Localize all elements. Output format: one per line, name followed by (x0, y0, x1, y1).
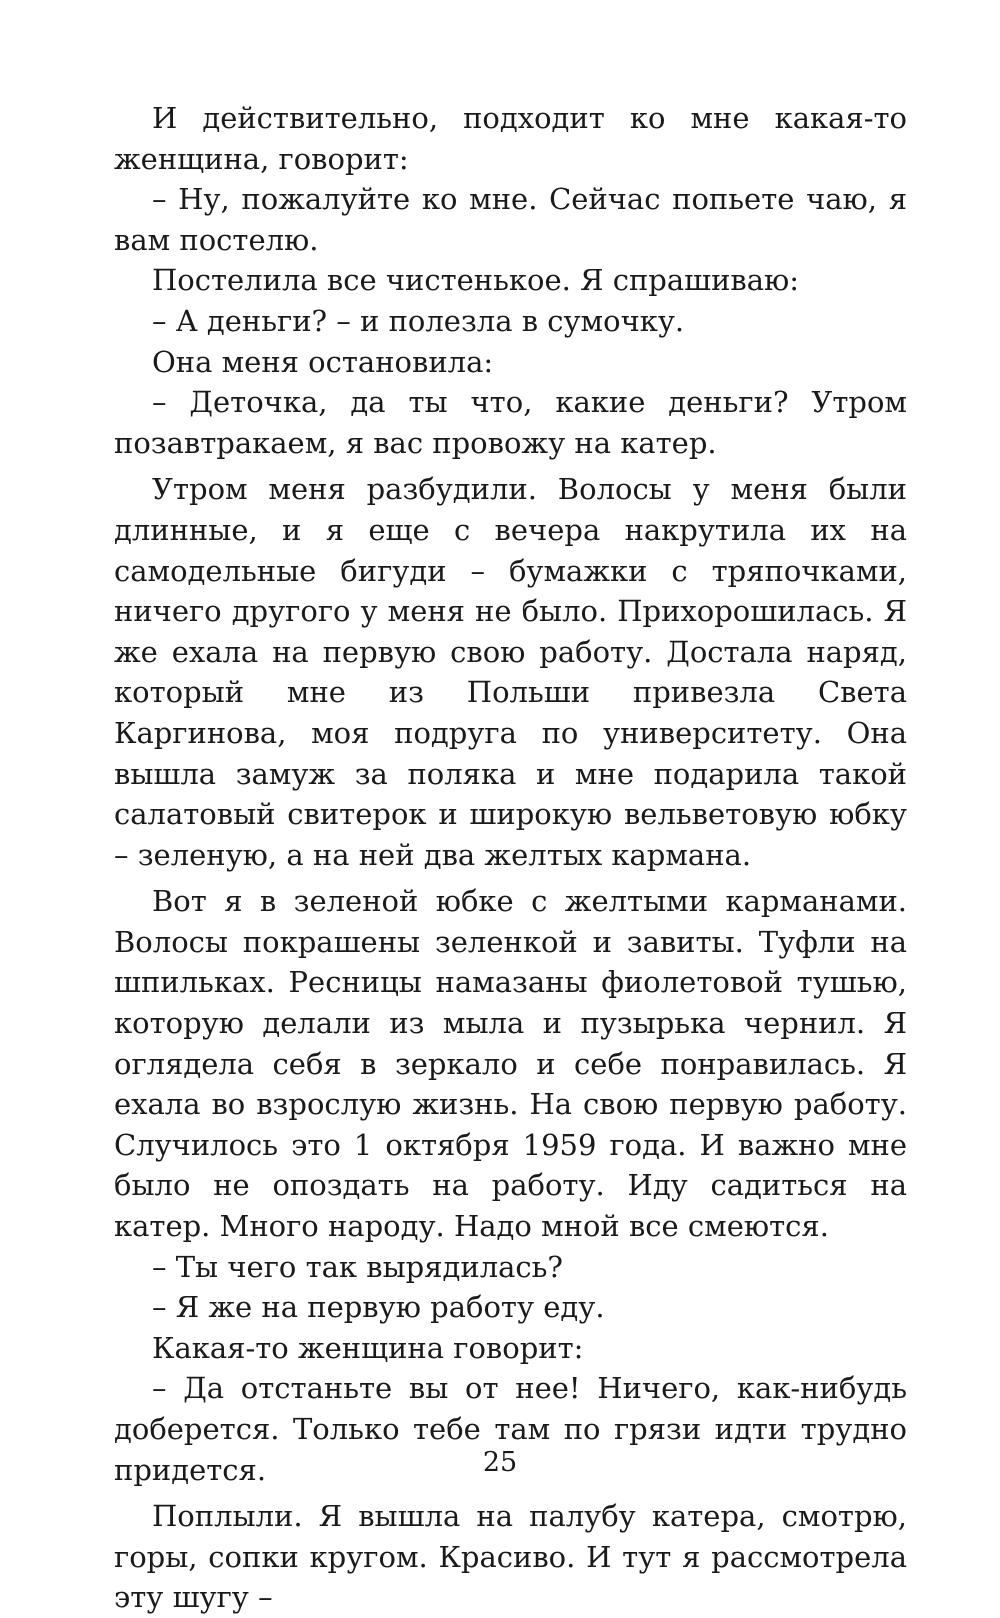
paragraph-11: Какая-то женщина говорит: (152, 1330, 584, 1365)
paragraph-1: И действительно, подходит ко мне какая-то женщина, говорит: (114, 101, 907, 176)
page-number: 25 (482, 1447, 518, 1478)
paragraph-7: Утром меня разбудили. Волосы у меня были длинные, и я еще с вечера накрутила их на самодельные бигуди – бумажки с тряпочками, ничего другого у меня не было. Прихорошилась. Я же ехала на первую свою работу. Достала наряд, который мне из Польши привезла Света Каргинова, моя подруга по университету. Она вышла замуж за поляка и мне подарила такой салатовый свитерок и широкую вельветовую юбку – зеленую, а на ней два желтых кармана. (114, 472, 907, 872)
paragraph-13: Поплыли. Я вышла на палубу катера, смотрю, горы, сопки кругом. Красиво. И тут я рассмотрела эту шугу – (114, 1499, 907, 1615)
paragraph-4: – А деньги? – и полезла в сумочку. (152, 303, 685, 338)
paragraph-12: – Да отстаньте вы от нее! Ничего, как-нибудь доберется. Только тебе там по грязи идти трудно придется. (114, 1371, 907, 1487)
paragraph-2: – Ну, пожалуйте ко мне. Сейчас попьете чаю, я вам постелю. (114, 182, 907, 257)
paragraph-5: Она меня остановила: (152, 344, 494, 379)
paragraph-3: Постелила все чистенькое. Я спрашиваю: (152, 263, 800, 298)
paragraph-6: – Деточка, да ты что, какие деньги? Утром позавтракаем, я вас провожу на катер. (114, 385, 907, 460)
paragraph-8: Вот я в зеленой юбке с желтыми карманами. Волосы покрашены зеленкой и завиты. Туфли на шпильках. Ресницы намазаны фиолетовой тушью, которую делали из мыла и пузырька чернил. Я оглядела себя в зеркало и себе понравилась. Я ехала во взрослую жизнь. На свою первую работу. Случилось это 1 октября 1959 года. И важно мне было не опоздать на работу. Иду садиться на катер. Много народу. Надо мной все смеются. (114, 884, 907, 1244)
paragraph-10: – Я же на первую работу еду. (152, 1290, 605, 1325)
body-text (114, 98, 907, 1618)
paragraph-9: – Ты чего так вырядилась? (152, 1249, 563, 1284)
